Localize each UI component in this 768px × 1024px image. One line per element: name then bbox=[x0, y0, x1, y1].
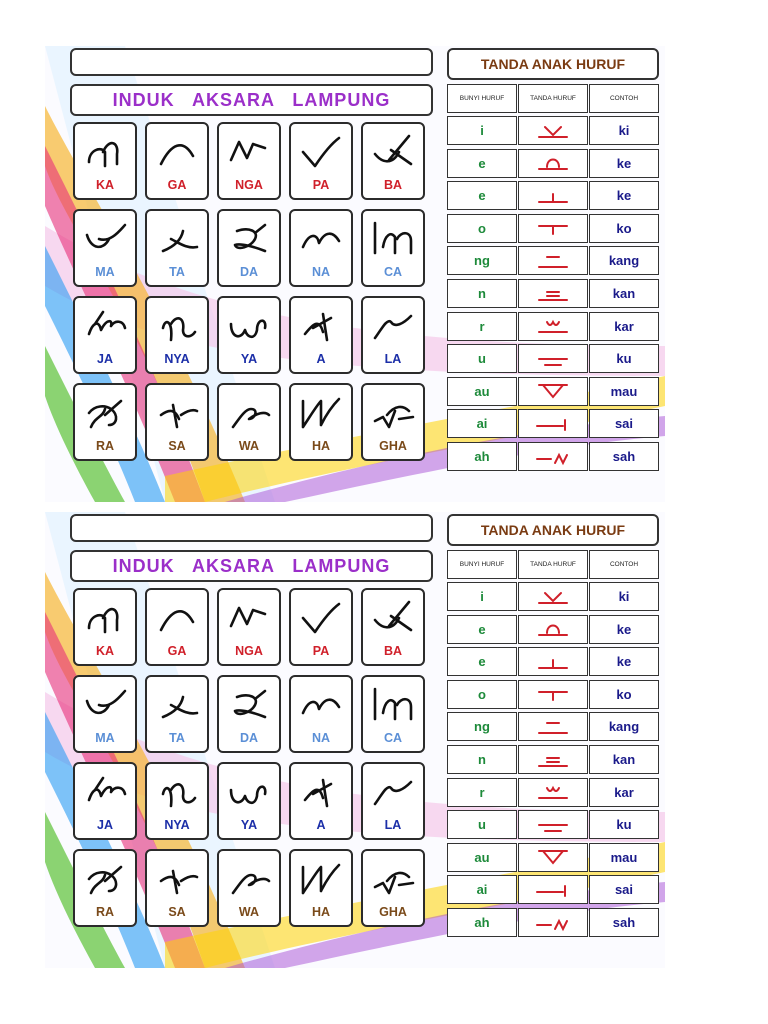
tanda-mark-icon bbox=[533, 316, 573, 336]
table-row bbox=[447, 312, 659, 341]
table-row bbox=[447, 680, 659, 709]
table-row bbox=[447, 116, 659, 145]
bunyi-cell: n bbox=[447, 745, 517, 774]
letter-card bbox=[145, 849, 209, 927]
letter-card bbox=[289, 675, 353, 753]
tanda-mark-icon bbox=[533, 121, 573, 141]
bunyi-cell: r bbox=[447, 312, 517, 341]
table-title: TANDA ANAK HURUF bbox=[447, 48, 659, 80]
letter-card bbox=[73, 296, 137, 374]
sheet-top bbox=[45, 46, 665, 502]
letter-card bbox=[217, 849, 281, 927]
ra-glyph-icon bbox=[81, 857, 129, 899]
letter-label: LA bbox=[384, 818, 402, 832]
wa-glyph-icon bbox=[225, 857, 273, 899]
table-row bbox=[447, 377, 659, 406]
na-glyph-icon bbox=[297, 217, 345, 259]
bunyi-cell: ng bbox=[447, 246, 517, 275]
bunyi-cell: u bbox=[447, 810, 517, 839]
tanda-cell bbox=[518, 843, 588, 872]
tanda-cell bbox=[518, 214, 588, 243]
tanda-mark-icon bbox=[533, 913, 573, 933]
bunyi-cell: i bbox=[447, 582, 517, 611]
letter-label: DA bbox=[239, 731, 259, 745]
tanda-cell bbox=[518, 745, 588, 774]
da-glyph-icon bbox=[225, 683, 273, 725]
contoh-cell: ki bbox=[589, 582, 659, 611]
table-row bbox=[447, 279, 659, 308]
gha-glyph-icon bbox=[369, 857, 417, 899]
table-row bbox=[447, 442, 659, 471]
bunyi-cell: o bbox=[447, 680, 517, 709]
page-title: INDUK AKSARA LAMPUNG bbox=[70, 84, 433, 116]
ka-glyph-icon bbox=[81, 596, 129, 638]
tanda-mark-icon bbox=[533, 186, 573, 206]
letter-card bbox=[361, 296, 425, 374]
ma-glyph-icon bbox=[81, 217, 129, 259]
ya-glyph-icon bbox=[225, 770, 273, 812]
letter-label: YA bbox=[240, 352, 258, 366]
table-row bbox=[447, 712, 659, 741]
letter-label: NYA bbox=[164, 352, 190, 366]
table-row bbox=[447, 778, 659, 807]
table-row bbox=[447, 582, 659, 611]
letter-label: NGA bbox=[235, 178, 263, 192]
tanda-cell bbox=[518, 246, 588, 275]
letter-card bbox=[289, 209, 353, 287]
letter-card bbox=[289, 383, 353, 461]
sa-glyph-icon bbox=[153, 857, 201, 899]
letter-card bbox=[145, 296, 209, 374]
ya-glyph-icon bbox=[225, 304, 273, 346]
ta-glyph-icon bbox=[153, 683, 201, 725]
letter-card bbox=[289, 588, 353, 666]
letter-card bbox=[73, 588, 137, 666]
bunyi-cell: au bbox=[447, 843, 517, 872]
letter-card bbox=[73, 849, 137, 927]
letter-card bbox=[217, 588, 281, 666]
table-header-row bbox=[447, 550, 659, 579]
letter-card bbox=[361, 849, 425, 927]
contoh-cell: kang bbox=[589, 712, 659, 741]
a-glyph-icon bbox=[297, 770, 345, 812]
sa-glyph-icon bbox=[153, 391, 201, 433]
letter-card bbox=[145, 383, 209, 461]
letter-label: GA bbox=[167, 644, 187, 658]
tanda-cell bbox=[518, 810, 588, 839]
letter-card bbox=[361, 675, 425, 753]
ja-glyph-icon bbox=[81, 304, 129, 346]
ca-glyph-icon bbox=[369, 217, 417, 259]
sheet-bottom bbox=[45, 512, 665, 968]
tanda-mark-icon bbox=[533, 349, 573, 369]
contoh-cell: ko bbox=[589, 680, 659, 709]
contoh-cell: ke bbox=[589, 149, 659, 178]
ja-glyph-icon bbox=[81, 770, 129, 812]
letter-label: LA bbox=[384, 352, 402, 366]
letter-card bbox=[217, 209, 281, 287]
letter-card bbox=[145, 675, 209, 753]
letter-card bbox=[289, 849, 353, 927]
tanda-cell bbox=[518, 279, 588, 308]
table-row bbox=[447, 875, 659, 904]
bunyi-cell: e bbox=[447, 615, 517, 644]
bunyi-cell: r bbox=[447, 778, 517, 807]
tanda-cell bbox=[518, 344, 588, 373]
tanda-cell bbox=[518, 908, 588, 937]
ha-glyph-icon bbox=[297, 857, 345, 899]
tanda-mark-icon bbox=[533, 619, 573, 639]
wa-glyph-icon bbox=[225, 391, 273, 433]
contoh-cell: sah bbox=[589, 442, 659, 471]
letter-label: PA bbox=[312, 644, 330, 658]
contoh-cell: sai bbox=[589, 875, 659, 904]
letter-card bbox=[361, 209, 425, 287]
contoh-cell: sai bbox=[589, 409, 659, 438]
contoh-cell: kan bbox=[589, 279, 659, 308]
letter-label: A bbox=[316, 352, 326, 366]
letter-label: TA bbox=[169, 265, 185, 279]
letter-label: JA bbox=[97, 818, 113, 832]
letter-card bbox=[145, 122, 209, 200]
bunyi-cell: i bbox=[447, 116, 517, 145]
bunyi-cell: ai bbox=[447, 409, 517, 438]
tanda-cell bbox=[518, 312, 588, 341]
ra-glyph-icon bbox=[81, 391, 129, 433]
tanda-mark-icon bbox=[533, 587, 573, 607]
contoh-cell: ki bbox=[589, 116, 659, 145]
contoh-cell: kang bbox=[589, 246, 659, 275]
tanda-cell bbox=[518, 582, 588, 611]
pa-glyph-icon bbox=[297, 130, 345, 172]
contoh-cell: ke bbox=[589, 615, 659, 644]
letter-card bbox=[217, 762, 281, 840]
tanda-mark-icon bbox=[533, 717, 573, 737]
letter-label: BA bbox=[383, 644, 403, 658]
tanda-cell bbox=[518, 116, 588, 145]
letter-card bbox=[361, 588, 425, 666]
contoh-cell: ku bbox=[589, 344, 659, 373]
table-row bbox=[447, 647, 659, 676]
contoh-cell: kar bbox=[589, 778, 659, 807]
tanda-mark-icon bbox=[533, 381, 573, 401]
bunyi-cell: n bbox=[447, 279, 517, 308]
table-row bbox=[447, 214, 659, 243]
letter-label: A bbox=[316, 818, 326, 832]
letter-card bbox=[217, 675, 281, 753]
header-bunyi: BUNYI HURUF bbox=[447, 550, 517, 579]
letter-label: NGA bbox=[235, 644, 263, 658]
letter-label: WA bbox=[238, 905, 260, 919]
tanda-mark-icon bbox=[533, 880, 573, 900]
table-header-row bbox=[447, 84, 659, 113]
la-glyph-icon bbox=[369, 770, 417, 812]
letter-card bbox=[73, 209, 137, 287]
letter-label: MA bbox=[95, 731, 115, 745]
contoh-cell: ko bbox=[589, 214, 659, 243]
nga-glyph-icon bbox=[225, 596, 273, 638]
letter-label: CA bbox=[383, 265, 403, 279]
ha-glyph-icon bbox=[297, 391, 345, 433]
blank-name-bar bbox=[70, 48, 433, 76]
letter-label: KA bbox=[95, 644, 115, 658]
letter-card bbox=[361, 762, 425, 840]
tanda-mark-icon bbox=[533, 218, 573, 238]
bunyi-cell: ai bbox=[447, 875, 517, 904]
tanda-mark-icon bbox=[533, 447, 573, 467]
table-row bbox=[447, 745, 659, 774]
na-glyph-icon bbox=[297, 683, 345, 725]
letter-label: KA bbox=[95, 178, 115, 192]
tanda-mark-icon bbox=[533, 284, 573, 304]
bunyi-cell: e bbox=[447, 647, 517, 676]
table-row bbox=[447, 246, 659, 275]
gha-glyph-icon bbox=[369, 391, 417, 433]
letter-label: JA bbox=[97, 352, 113, 366]
ba-glyph-icon bbox=[369, 130, 417, 172]
contoh-cell: mau bbox=[589, 843, 659, 872]
header-contoh: CONTOH bbox=[589, 84, 659, 113]
letter-card bbox=[289, 762, 353, 840]
tanda-cell bbox=[518, 647, 588, 676]
ta-glyph-icon bbox=[153, 217, 201, 259]
tanda-cell bbox=[518, 149, 588, 178]
header-contoh: CONTOH bbox=[589, 550, 659, 579]
tanda-cell bbox=[518, 712, 588, 741]
table-title: TANDA ANAK HURUF bbox=[447, 514, 659, 546]
nya-glyph-icon bbox=[153, 304, 201, 346]
letter-label: GHA bbox=[379, 439, 407, 453]
contoh-cell: ku bbox=[589, 810, 659, 839]
tanda-mark-icon bbox=[533, 251, 573, 271]
letter-label: BA bbox=[383, 178, 403, 192]
contoh-cell: ke bbox=[589, 647, 659, 676]
bunyi-cell: ah bbox=[447, 442, 517, 471]
tanda-cell bbox=[518, 377, 588, 406]
ka-glyph-icon bbox=[81, 130, 129, 172]
letter-label: GHA bbox=[379, 905, 407, 919]
letter-label: TA bbox=[169, 731, 185, 745]
letter-card bbox=[217, 296, 281, 374]
letter-label: DA bbox=[239, 265, 259, 279]
bunyi-cell: e bbox=[447, 149, 517, 178]
tanda-cell bbox=[518, 409, 588, 438]
tanda-mark-icon bbox=[533, 684, 573, 704]
la-glyph-icon bbox=[369, 304, 417, 346]
letter-card bbox=[361, 383, 425, 461]
tanda-cell bbox=[518, 442, 588, 471]
contoh-cell: mau bbox=[589, 377, 659, 406]
contoh-cell: ke bbox=[589, 181, 659, 210]
contoh-cell: kar bbox=[589, 312, 659, 341]
contoh-cell: sah bbox=[589, 908, 659, 937]
letter-card bbox=[217, 383, 281, 461]
letter-label: NYA bbox=[164, 818, 190, 832]
letter-label: SA bbox=[168, 439, 186, 453]
table-row bbox=[447, 149, 659, 178]
letter-card bbox=[145, 588, 209, 666]
nga-glyph-icon bbox=[225, 130, 273, 172]
tanda-mark-icon bbox=[533, 153, 573, 173]
tanda-mark-icon bbox=[533, 782, 573, 802]
letter-label: SA bbox=[168, 905, 186, 919]
header-tanda: TANDA HURUF bbox=[518, 84, 588, 113]
letter-label: NA bbox=[311, 731, 331, 745]
tanda-mark-icon bbox=[533, 750, 573, 770]
tanda-cell bbox=[518, 680, 588, 709]
letter-label: RA bbox=[95, 439, 115, 453]
ba-glyph-icon bbox=[369, 596, 417, 638]
bunyi-cell: o bbox=[447, 214, 517, 243]
bunyi-cell: au bbox=[447, 377, 517, 406]
a-glyph-icon bbox=[297, 304, 345, 346]
nya-glyph-icon bbox=[153, 770, 201, 812]
letter-card bbox=[217, 122, 281, 200]
contoh-cell: kan bbox=[589, 745, 659, 774]
bunyi-cell: u bbox=[447, 344, 517, 373]
table-row bbox=[447, 810, 659, 839]
tanda-mark-icon bbox=[533, 815, 573, 835]
letter-card bbox=[73, 675, 137, 753]
letter-card bbox=[73, 383, 137, 461]
table-row bbox=[447, 615, 659, 644]
table-row bbox=[447, 908, 659, 937]
letter-label: HA bbox=[311, 439, 331, 453]
letter-card bbox=[73, 122, 137, 200]
letter-label: HA bbox=[311, 905, 331, 919]
letter-label: GA bbox=[167, 178, 187, 192]
letter-label: PA bbox=[312, 178, 330, 192]
bunyi-cell: ah bbox=[447, 908, 517, 937]
table-row bbox=[447, 181, 659, 210]
page-title: INDUK AKSARA LAMPUNG bbox=[70, 550, 433, 582]
bunyi-cell: e bbox=[447, 181, 517, 210]
ca-glyph-icon bbox=[369, 683, 417, 725]
table-row bbox=[447, 409, 659, 438]
letter-card bbox=[73, 762, 137, 840]
header-tanda: TANDA HURUF bbox=[518, 550, 588, 579]
tanda-cell bbox=[518, 778, 588, 807]
pa-glyph-icon bbox=[297, 596, 345, 638]
letter-label: RA bbox=[95, 905, 115, 919]
da-glyph-icon bbox=[225, 217, 273, 259]
tanda-cell bbox=[518, 181, 588, 210]
letter-label: NA bbox=[311, 265, 331, 279]
header-bunyi: BUNYI HURUF bbox=[447, 84, 517, 113]
ga-glyph-icon bbox=[153, 596, 201, 638]
table-row bbox=[447, 843, 659, 872]
tanda-cell bbox=[518, 615, 588, 644]
tanda-mark-icon bbox=[533, 652, 573, 672]
ga-glyph-icon bbox=[153, 130, 201, 172]
bunyi-cell: ng bbox=[447, 712, 517, 741]
letter-card bbox=[361, 122, 425, 200]
letter-label: WA bbox=[238, 439, 260, 453]
letter-label: MA bbox=[95, 265, 115, 279]
letter-label: CA bbox=[383, 731, 403, 745]
tanda-mark-icon bbox=[533, 414, 573, 434]
letter-card bbox=[289, 122, 353, 200]
letter-card bbox=[145, 209, 209, 287]
blank-name-bar bbox=[70, 514, 433, 542]
table-row bbox=[447, 344, 659, 373]
ma-glyph-icon bbox=[81, 683, 129, 725]
letter-card bbox=[145, 762, 209, 840]
tanda-mark-icon bbox=[533, 847, 573, 867]
letter-card bbox=[289, 296, 353, 374]
letter-label: YA bbox=[240, 818, 258, 832]
tanda-cell bbox=[518, 875, 588, 904]
